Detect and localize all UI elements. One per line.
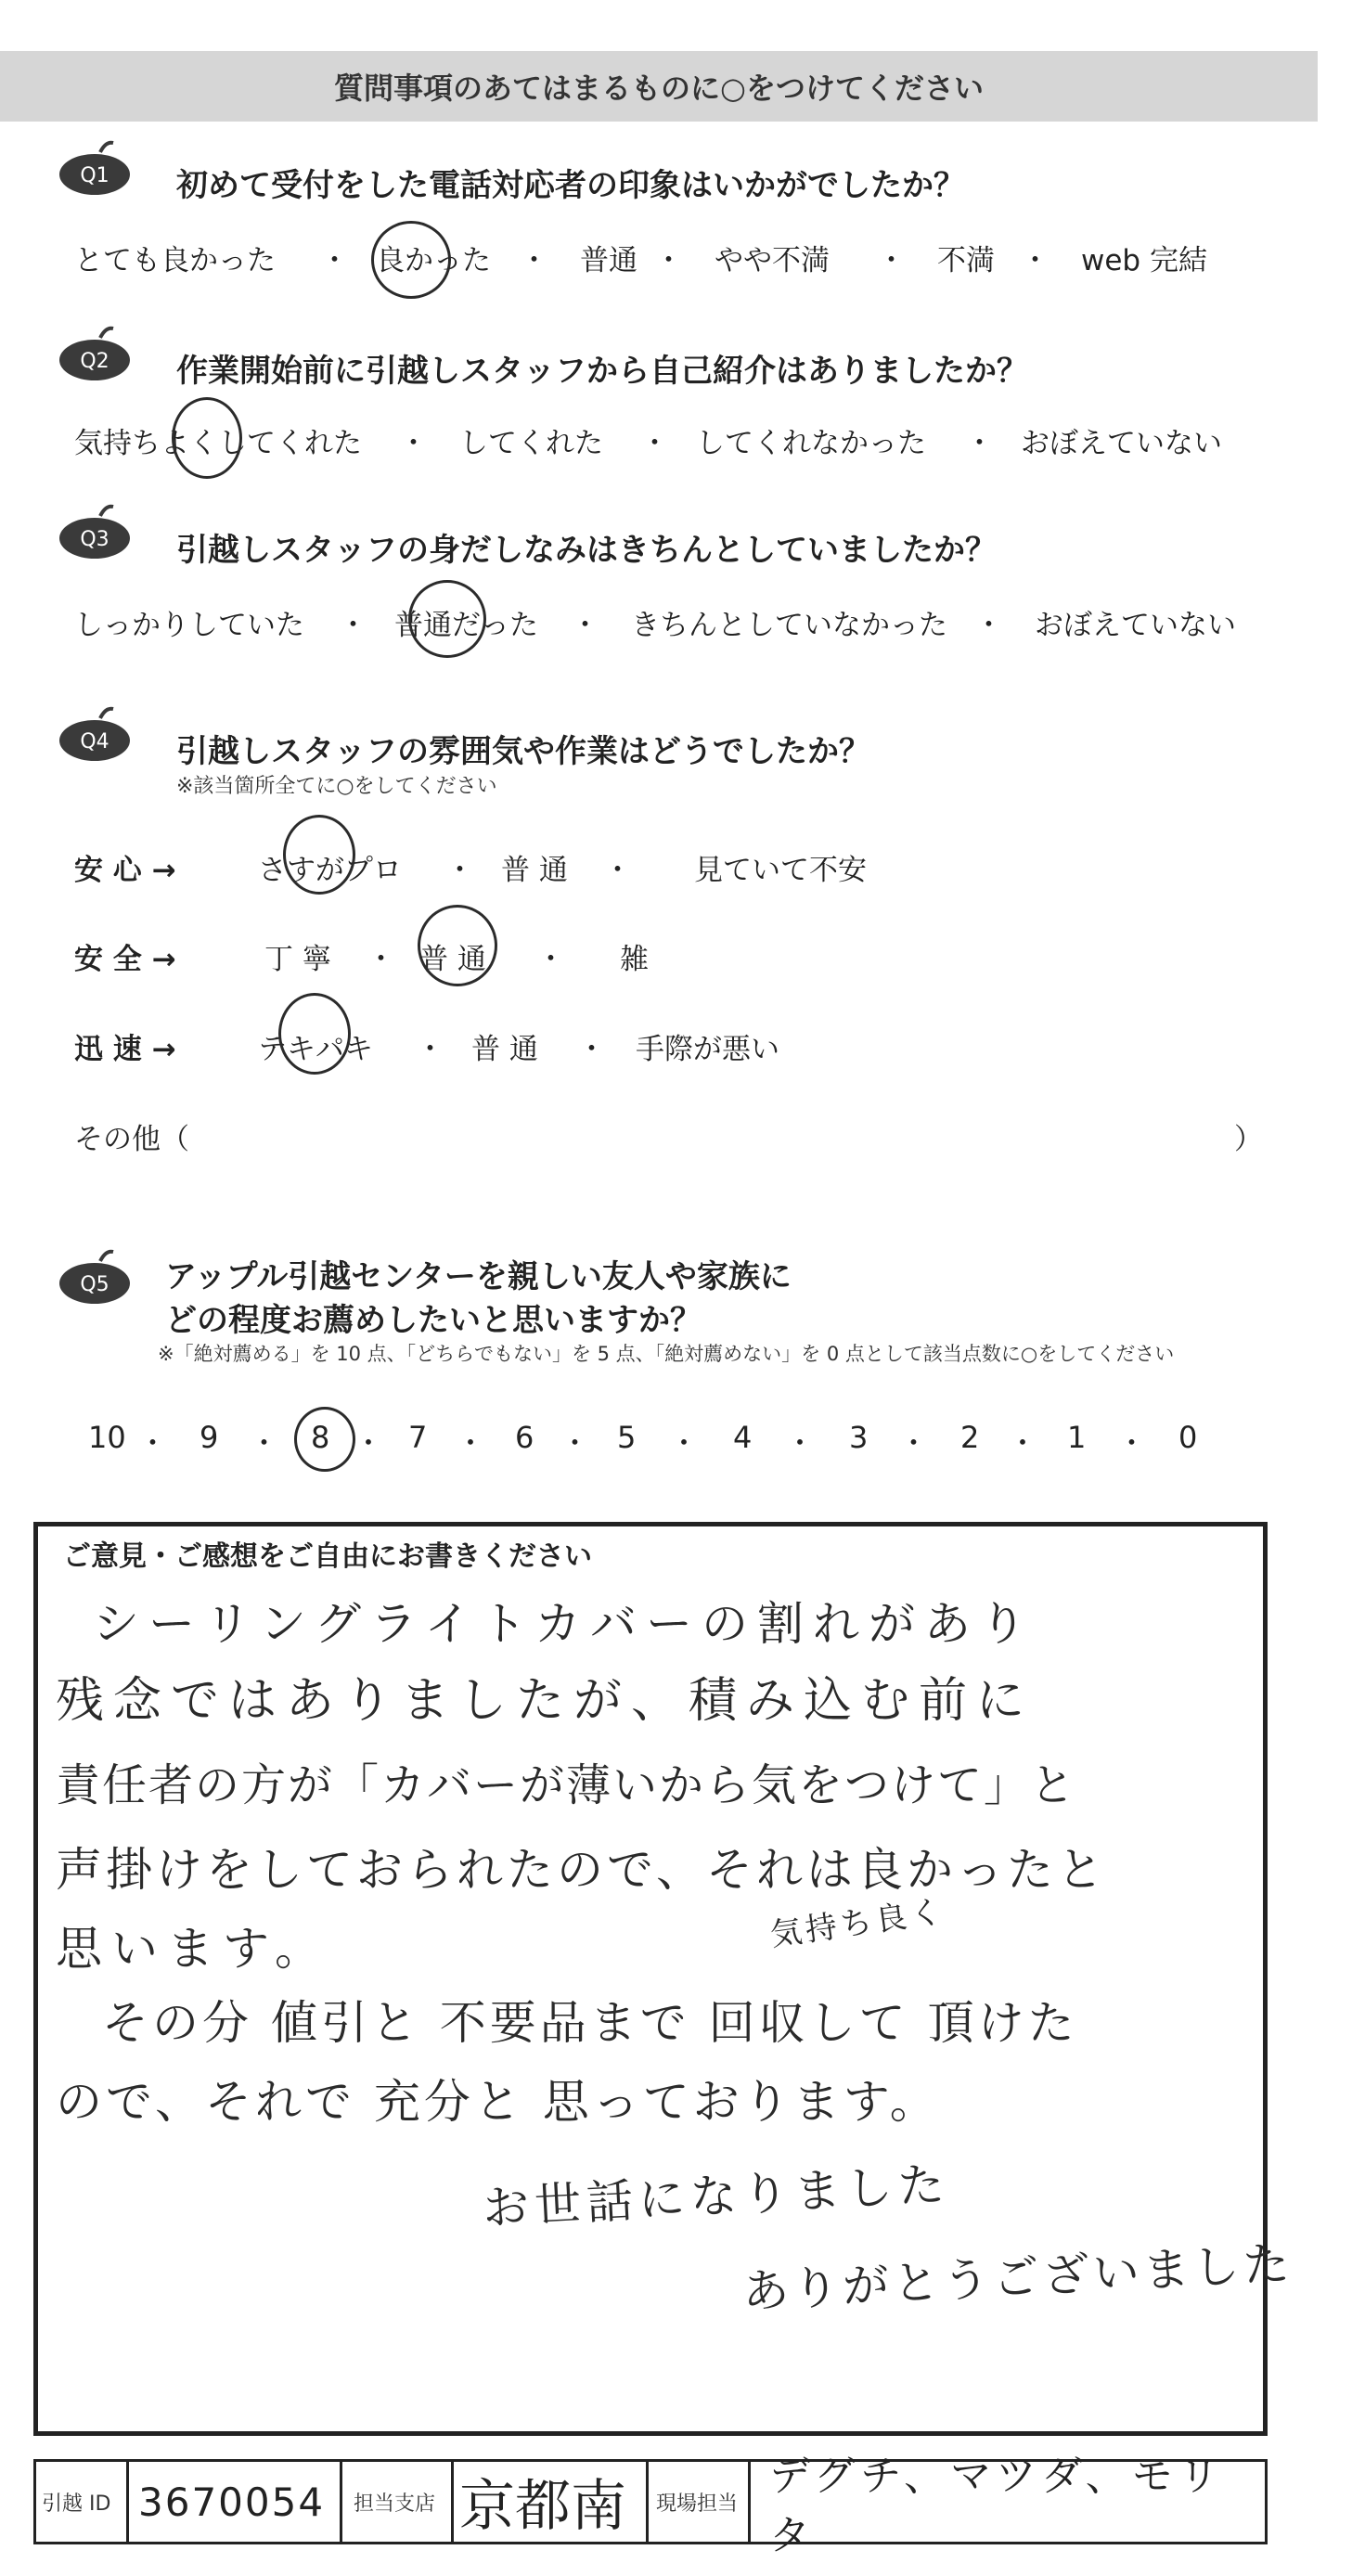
separator-dot: ・ [445,854,474,887]
q2-option-2[interactable]: してくれた [459,427,603,460]
score-option-7[interactable]: 7 [408,1420,428,1455]
staff-label: 現場担当 [656,2492,739,2516]
q5-title-line1: アップル引越センターを親しい友人や家族に [165,1258,792,1295]
separator-dot: ・ [577,1033,606,1066]
separator-dot: ・ [138,1427,167,1461]
branch-value: 京都南 [459,2474,626,2539]
separator-dot: ・ [571,609,599,642]
q4-anshin-option-1[interactable]: さすがプロ [258,854,402,887]
q2-option-3[interactable]: してくれなかった [696,427,926,460]
move-id-label: 引越 ID [42,2492,111,2516]
q4-anshin-option-2[interactable]: 普 通 [501,854,568,887]
score-option-6[interactable]: 6 [515,1420,534,1455]
separator-dot: ・ [1117,1427,1146,1461]
q4-jinsoku-selected-circle [278,993,351,1075]
q4-anzen-option-3[interactable]: 雑 [620,943,649,976]
q4-note: ※該当箇所全てに○をしてください [176,775,497,798]
branch-label-cell [342,2462,454,2542]
q3-option-4[interactable]: おぼえていない [1035,609,1236,642]
q4-anshin-option-3[interactable]: 見ていて不安 [694,854,867,887]
separator-dot: ・ [669,1427,699,1461]
q5-badge-label: Q5 [80,1273,109,1296]
q4-anshin-selected-circle [283,815,355,895]
comment-line-6: その分 値引と 不要品まで 回収して 頂けた [102,1996,1078,2050]
footer-info-table [33,2453,1268,2559]
q1-title: 初めて受付をした電話対応者の印象はいかがでしたか？ [176,167,965,204]
separator-dot: ・ [1021,244,1049,277]
separator-dot: ・ [456,1427,485,1461]
q4-jinsoku-option-1[interactable]: テキパキ [258,1033,373,1066]
score-option-10[interactable]: 10 [88,1420,126,1455]
q4-other-label: その他（ [74,1123,189,1156]
comment-line-4: 声掛けをしておられたので、それは良かったと [56,1843,1107,1897]
separator-dot: ・ [899,1427,928,1461]
score-option-2[interactable]: 2 [960,1420,980,1455]
q3-title: 引越しスタッフの身だしなみはきちんとしていましたか？ [176,532,997,569]
separator-dot: ・ [354,1427,383,1461]
q1-badge-label: Q1 [80,164,109,187]
branch-label: 担当支店 [354,2492,436,2516]
score-option-0[interactable]: 0 [1178,1420,1198,1455]
q4-anzen-selected-circle [418,905,497,986]
q1-option-4[interactable]: やや不満 [715,244,830,277]
separator-dot: ・ [965,427,994,460]
q4-jinsoku-option-3[interactable]: 手際が悪い [636,1033,779,1066]
q3-option-3[interactable]: きちんとしていなかった [631,609,947,642]
q4-badge-icon [56,705,134,763]
separator-dot: ・ [320,244,349,277]
q2-selected-circle [172,397,242,479]
q2-badge-label: Q2 [80,350,109,373]
move-id-value: 3670054 [138,2479,326,2525]
q4-anzen-option-1[interactable]: 丁 寧 [264,943,331,976]
q2-option-4[interactable]: おぼえていない [1021,427,1222,460]
comment-line-1: シーリングライトカバーの割れがあり [93,1597,1036,1651]
q1-option-2[interactable]: 良かった [376,244,491,277]
move-id-label-cell [36,2462,129,2542]
q3-selected-circle [408,580,486,658]
q4-badge-label: Q4 [80,730,109,753]
q4-other-close: ） [1234,1123,1263,1156]
move-id-value-cell [129,2462,342,2542]
score-option-8[interactable]: 8 [311,1420,330,1455]
q5-note: ※「絶対薦める」を 10 点、「どちらでもない」を 5 点、「絶対薦めない」を 0 点として該当点数に○をしてください [158,1343,1175,1365]
score-selected-circle [294,1407,355,1472]
q2-title: 作業開始前に引越しスタッフから自己紹介はありましたか？ [176,353,1028,390]
score-option-4[interactable]: 4 [733,1420,753,1455]
q4-row-label-anshin: 安 心 → [74,854,176,887]
q3-option-2[interactable]: 普通だった [394,609,538,642]
separator-dot: ・ [974,609,1003,642]
separator-dot: ・ [560,1427,589,1461]
separator-dot: ・ [640,427,669,460]
q3-option-1[interactable]: しっかりしていた [74,609,304,642]
score-option-9[interactable]: 9 [200,1420,219,1455]
separator-dot: ・ [416,1033,444,1066]
q3-badge-label: Q3 [80,528,109,551]
separator-dot: ・ [877,244,906,277]
comment-insertion: 気持ち良く [767,1892,948,1954]
staff-label-cell [649,2462,751,2542]
separator-dot: ・ [250,1427,278,1461]
separator-dot: ・ [785,1427,815,1461]
q2-option-1[interactable]: 気持ちよくしてくれた [74,427,362,460]
comment-line-5: 思います。 [56,1922,330,1976]
score-option-3[interactable]: 3 [849,1420,869,1455]
separator-dot: ・ [520,244,548,277]
staff-value: デグチ、マツダ、モリタ [769,2453,1225,2559]
comment-line-2: 残念ではありましたが、積み込む前に [56,1673,1035,1729]
separator-dot: ・ [399,427,428,460]
score-option-1[interactable]: 1 [1067,1420,1087,1455]
q4-jinsoku-option-2[interactable]: 普 通 [471,1033,538,1066]
separator-dot: ・ [1008,1427,1037,1461]
q1-option-3[interactable]: 普通 [580,244,637,277]
q4-anzen-option-2[interactable]: 普 通 [419,943,486,976]
branch-value-cell [454,2462,649,2542]
separator-dot: ・ [339,609,367,642]
survey-header-banner [0,51,1318,122]
q1-option-5[interactable]: 不満 [937,244,995,277]
survey-header-title: 質問事項のあてはまるものに○をつけてください [334,71,984,106]
score-option-5[interactable]: 5 [617,1420,637,1455]
q5-badge-icon [56,1248,134,1306]
q1-badge-icon [56,139,134,197]
q1-option-1[interactable]: とても良かった [74,244,276,277]
q3-badge-icon [56,503,134,560]
separator-dot: ・ [603,854,632,887]
q4-title: 引越しスタッフの雰囲気や作業はどうでしたか？ [176,733,870,770]
separator-dot: ・ [367,943,395,976]
staff-value-cell [751,2453,1265,2559]
comment-heading: ご意見・ご感想をご自由にお書きください [63,1540,592,1573]
q4-row-label-anzen: 安 全 → [74,943,176,976]
q4-row-label-jinsoku: 迅 速 → [74,1033,176,1066]
q5-title-line2: どの程度お薦めしたいと思いますか？ [165,1302,702,1339]
comment-line-9: ありがとうございました [740,2235,1294,2319]
comment-line-8: お世話になりました [481,2157,952,2235]
comment-line-3: 責任者の方が「カバーが薄いから気をつけて」と [56,1759,1077,1811]
q1-option-6[interactable]: web 完結 [1081,244,1207,277]
q1-selected-circle [371,221,451,299]
separator-dot: ・ [536,943,565,976]
q2-badge-icon [56,325,134,382]
separator-dot: ・ [654,244,683,277]
comment-line-7: ので、それで 充分と 思っております。 [56,2075,940,2129]
